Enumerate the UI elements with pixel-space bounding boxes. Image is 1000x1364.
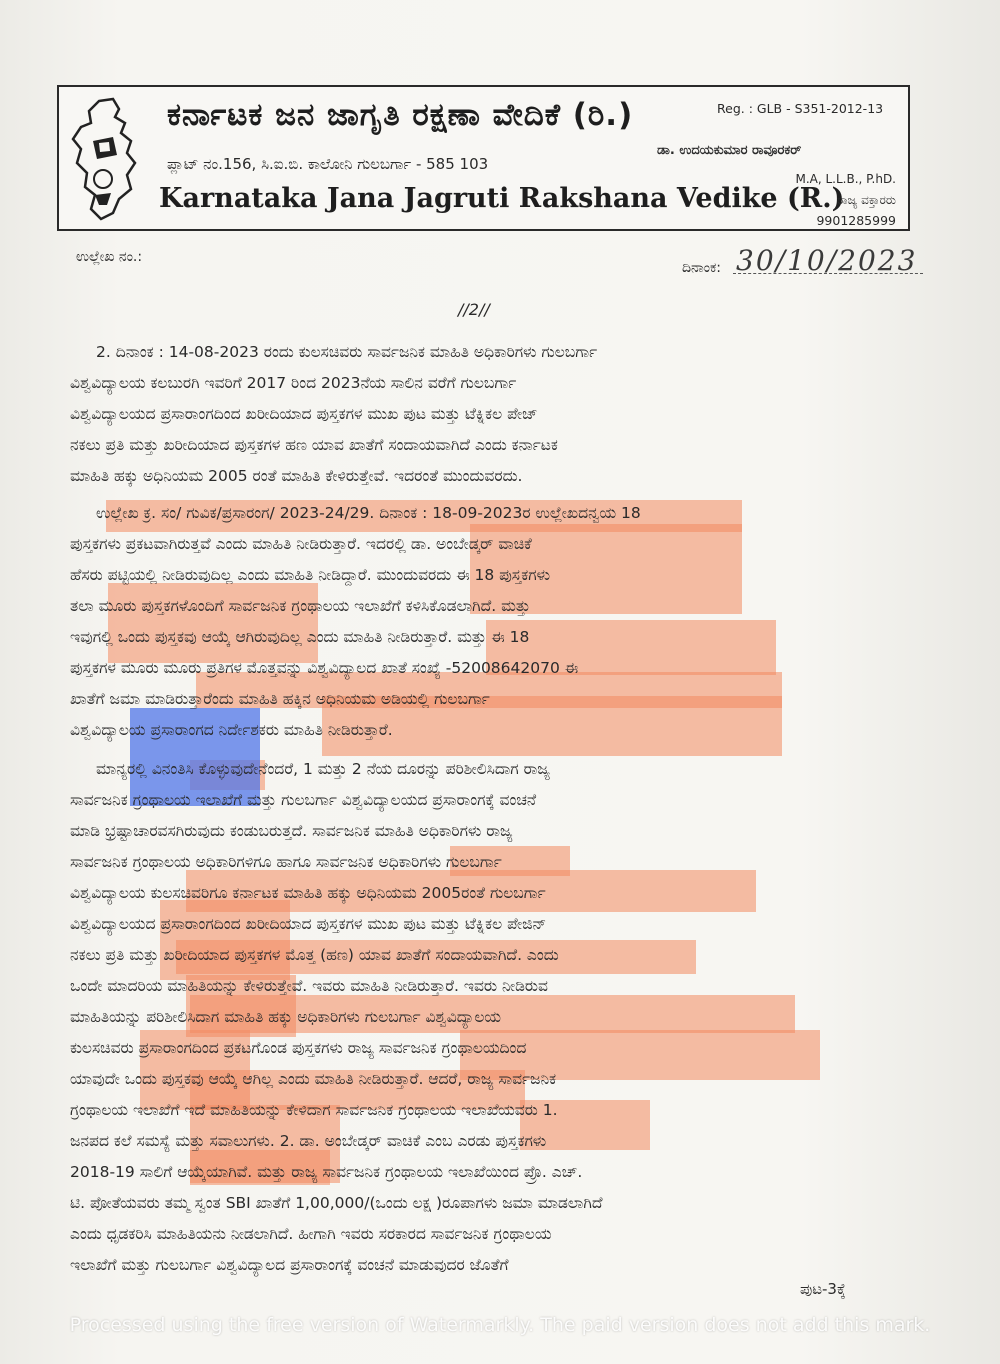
text-line: ಕುಲಸಚಿವರು ಪ್ರಸಾರಾಂಗದಿಂದ ಪ್ರಕಟಗೊಂಡ ಪುಸ್ತಕಗಳು ರಾಜ್ಯ ಸಾರ್ವಜನಿಕ ಗ್ರಂಥಾಲಯದಿಂದ: [70, 1039, 527, 1057]
spokesperson-name: ಡಾ. ಉದಯಕುಮಾರ ರಾವೂರಕರ್: [657, 143, 802, 158]
text-line: ನಕಲು ಪ್ರತಿ ಮತ್ತು ಖರೀದಿಯಾದ ಪುಸ್ತಕಗಳ ಹಣ ಯಾವ ಖಾತೆಗೆ ಸಂದಾಯವಾಗಿದೆ ಎಂದು ಕರ್ನಾಟಕ: [70, 436, 558, 454]
next-page-marker: ಪುಟ-3ಕ್ಕೆ: [800, 1280, 846, 1298]
registration-number: Reg. : GLB - S351-2012-13: [717, 101, 884, 116]
text-line: ವಿಶ್ವವಿದ್ಯಾಲಯ ಕಲಬುರಗಿ ಇವರಿಗೆ 2017 ರಿಂದ 2023ನೆಯ ಸಾಲಿನ ವರೆಗೆ ಗುಲಬರ್ಗಾ: [70, 374, 517, 392]
text-line: ಮಾಹಿತಿಯನ್ನು ಪರಿಶೀಲಿಸಿದಾಗ ಮಾಹಿತಿ ಹಕ್ಕು ಅಧಿಕಾರಿಗಳು ಗುಲಬರ್ಗಾ ವಿಶ್ವವಿದ್ಯಾಲಯ: [70, 1008, 501, 1026]
text-line: ಸಾರ್ವಜನಿಕ ಗ್ರಂಥಾಲಯ ಅಧಿಕಾರಿಗಳಿಗೂ ಹಾಗೂ ಸಾರ್ವಜನಿಕ ಅಧಿಕಾರಿಗಳು ಗುಲಬರ್ಗಾ: [70, 853, 502, 871]
spokesperson-role: ರಾಜ್ಯ ವಕ್ತಾರರು: [837, 193, 896, 207]
text-line: ಖಾತೆಗೆ ಜಮಾ ಮಾಡಿರುತ್ತಾರೆಂದು ಮಾಹಿತಿ ಹಕ್ಕಿನ ಅಧಿನಿಯಮ ಅಡಿಯಲ್ಲಿ ಗುಲಬರ್ಗಾ: [70, 690, 490, 708]
karnataka-map-logo: [69, 97, 141, 221]
text-line: ಇಲಾಖೆಗೆ ಮತ್ತು ಗುಲಬರ್ಗಾ ವಿಶ್ವವಿದ್ಯಾಲದ ಪ್ರಸಾರಾಂಗಕ್ಕೆ ವಂಚನೆ ಮಾಡುವುದರ ಜೊತೆಗೆ: [70, 1256, 509, 1274]
text-line: ಮಾನ್ಯರಲ್ಲಿ ವಿನಂತಿಸಿ ಕೊಳ್ಳುವುದೇನೆಂದರೆ, 1 ಮತ್ತು 2 ನೆಯ ದೂರನ್ನು ಪರಿಶೀಲಿಸಿದಾಗ ರಾಜ್ಯ: [96, 760, 550, 778]
text-line: ಮಾಡಿ ಭ್ರಷ್ಟಾಚಾರವಸಗಿರುವುದು ಕಂಡುಬರುತ್ತದೆ. ಸಾರ್ವಜನಿಕ ಮಾಹಿತಿ ಅಧಿಕಾರಿಗಳು ರಾಜ್ಯ: [70, 822, 513, 840]
text-line: ವಿಶ್ವವಿದ್ಯಾಲಯದ ಪ್ರಸಾರಾಂಗದಿಂದ ಖರೀದಿಯಾದ ಪುಸ್ತಕಗಳ ಮುಖ ಪುಟ ಮತ್ತು ಟೆಕ್ನಿಕಲ ಪೇಜ್: [70, 405, 538, 423]
text-line: ವಿಶ್ವವಿದ್ಯಾಲಯದ ಪ್ರಸಾರಾಂಗದಿಂದ ಖರೀದಿಯಾದ ಪುಸ್ತಕಗಳ ಮುಖ ಪುಟ ಮತ್ತು ಟೆಕ್ನಿಕಲ ಪೇಜಿನ್: [70, 915, 547, 933]
text-line: ತಲಾ ಮೂರು ಪುಸ್ತಕಗಳೊಂದಿಗೆ ಸಾರ್ವಜನಿಕ ಗ್ರಂಥಾಲಯ ಇಲಾಖೆಗೆ ಕಳಿಸಿಕೊಡಲಾಗಿದೆ. ಮತ್ತು: [70, 597, 531, 615]
text-line: 2018-19 ಸಾಲಿಗೆ ಆಯ್ಕೆಯಾಗಿವೆ. ಮತ್ತು ರಾಜ್ಯ ಸಾರ್ವಜನಿಕ ಗ್ರಂಥಾಲಯ ಇಲಾಖೆಯಿಂದ ಪ್ರೊ. ಎಚ್.: [70, 1163, 583, 1181]
organization-address: ಪ್ಲಾಟ್ ನಂ.156, ಸಿ.ಐ.ಬಿ. ಕಾಲೋನಿ ಗುಲಬರ್ಗಾ - 585 103: [167, 155, 489, 173]
reference-number-label: ಉಲ್ಲೇಖ ನಂ.:: [76, 249, 143, 265]
text-line: ವಿಶ್ವವಿದ್ಯಾಲಯ ಪ್ರಸಾರಾಂಗದ ನಿರ್ದೇಶಕರು ಮಾಹಿತಿ ನೀಡಿರುತ್ತಾರೆ.: [70, 721, 393, 739]
paragraph-2: [70, 498, 880, 746]
text-line: ವಿಶ್ವವಿದ್ಯಾಲಯ ಕುಲಸಚಿವರಿಗೂ ಕರ್ನಾಟಕ ಮಾಹಿತಿ ಹಕ್ಕು ಅಧಿನಿಯಮ 2005ರಂತೆ ಗುಲಬರ್ಗಾ: [70, 884, 546, 902]
spokesperson-degrees: M.A, L.L.B., P.hD.: [795, 172, 896, 186]
text-line: ಒಂದೇ ಮಾದರಿಯ ಮಾಹಿತಿಯನ್ನು ಕೇಳಿರುತ್ತೇವೆ. ಇವರು ಮಾಹಿತಿ ನೀಡಿರುತ್ತಾರೆ. ಇವರು ನೀಡಿರುವ: [70, 977, 548, 995]
text-line: ಇವುಗಲ್ಲಿ ಒಂದು ಪುಸ್ತಕವು ಆಯ್ಕೆ ಆಗಿರುವುದಿಲ್ಲ ಎಂದು ಮಾಹಿತಿ ನೀಡಿರುತ್ತಾರೆ. ಮತ್ತು ಈ 18: [70, 628, 530, 646]
text-line: ಪುಸ್ತಕಗಳು ಪ್ರಕಟವಾಗಿರುತ್ತವೆ ಎಂದು ಮಾಹಿತಿ ನೀಡಿರುತ್ತಾರೆ. ಇದರಲ್ಲಿ ಡಾ. ಅಂಬೇಡ್ಕರ್ ವಾಚಿಕೆ: [70, 535, 532, 553]
text-line: ಸಾರ್ವಜನಿಕ ಗ್ರಂಥಾಲಯ ಇಲಾಖೆಗೆ ಮತ್ತು ಗುಲಬರ್ಗಾ ವಿಶ್ವವಿದ್ಯಾಲಯದ ಪ್ರಸಾರಾಂಗಕ್ಕೆ ವಂಚನೆ: [70, 791, 537, 809]
watermark-text: Processed using the free version of Watermarkly. The paid version does not add this mark.: [69, 1314, 931, 1336]
organization-name-english: Karnataka Jana Jagruti Rakshana Vedike (R.): [159, 183, 845, 214]
text-line: ಯಾವುದೇ ಒಂದು ಪುಸ್ತಕವು ಆಯ್ಕೆ ಆಗಿಲ್ಲ ಎಂದು ಮಾಹಿತಿ ನೀಡಿರುತ್ತಾರೆ. ಆದರೆ, ರಾಜ್ಯ ಸಾರ್ವಜನಿಕ: [70, 1070, 557, 1088]
text-line: ಗ್ರಂಥಾಲಯ ಇಲಾಖೆಗೆ ಇದೆ ಮಾಹಿತಿಯನ್ನು ಕೇಳಿದಾಗ ಸಾರ್ವಜನಿಕ ಗ್ರಂಥಾಲಯ ಇಲಾಖೆಯವರು 1.: [70, 1101, 558, 1119]
phone-number: 9901285999: [816, 213, 896, 228]
text-line: 2. ದಿನಾಂಕ : 14-08-2023 ರಂದು ಕುಲಸಚಿವರು ಸಾರ್ವಜನಿಕ ಮಾಹಿತಿ ಅಧಿಕಾರಿಗಳು ಗುಲಬರ್ಗಾ: [96, 343, 598, 361]
date-label: ದಿನಾಂಕ:: [682, 260, 721, 276]
letterhead: [57, 85, 910, 231]
text-line: ಟಿ. ಪೋತೆಯವರು ತಮ್ಮ ಸ್ವಂತ SBI ಖಾತೆಗೆ 1,00,000/(ಒಂದು ಲಕ್ಷ )ರೂಪಾಗಳು ಜಮಾ ಮಾಡಲಾಗಿದೆ: [70, 1194, 603, 1212]
text-line: ಹೆಸರು ಪಟ್ಟಿಯಲ್ಲಿ ನೀಡಿರುವುದಿಲ್ಲ ಎಂದು ಮಾಹಿತಿ ನೀಡಿದ್ದಾರೆ. ಮುಂದುವರದು ಈ 18 ಪುಸ್ತಕಗಳು: [70, 566, 551, 584]
paragraph-3: [70, 754, 880, 1281]
text-line: ಪುಸ್ತಕಗಳ ಮೂರು ಮೂರು ಪ್ರತಿಗಳ ಮೊತ್ತವನ್ನು ವಿಶ್ವವಿದ್ಯಾಲದ ಖಾತೆ ಸಂಖ್ಯೆ -52008642070 ಈ: [70, 659, 579, 677]
text-line: ಎಂದು ಧೃಡಕರಿಸಿ ಮಾಹಿತಿಯನು ನೀಡಲಾಗಿದೆ. ಹೀಗಾಗಿ ಇವರು ಸರಕಾರದ ಸಾರ್ವಜನಿಕ ಗ್ರಂಥಾಲಯ: [70, 1225, 552, 1243]
date-underline: [733, 273, 923, 274]
text-line: ಜನಪದ ಕಲೆ ಸಮಸ್ಯೆ ಮತ್ತು ಸವಾಲುಗಳು. 2. ಡಾ. ಅಂಬೇಡ್ಕರ್ ವಾಚಿಕೆ ಎಂಬ ಎರಡು ಪುಸ್ತಕಗಳು: [70, 1132, 547, 1150]
organization-name-kannada: ಕರ್ನಾಟಕ ಜನ ಜಾಗೃತಿ ರಕ್ಷಣಾ ವೇದಿಕೆ (ರಿ.): [167, 97, 634, 133]
page-marker: //2//: [458, 300, 490, 319]
paragraph-1: [70, 337, 880, 492]
text-line: ಮಾಹಿತಿ ಹಕ್ಕು ಅಧಿನಿಯಮ 2005 ರಂತೆ ಮಾಹಿತಿ ಕೇಳಿರುತ್ತೇವೆ. ಇದರಂತೆ ಮುಂದುವರದು.: [70, 467, 523, 485]
text-line: ನಕಲು ಪ್ರತಿ ಮತ್ತು ಖರೀದಿಯಾದ ಪುಸ್ತಕಗಳ ಮೊತ್ತ (ಹಣ) ಯಾವ ಖಾತೆಗೆ ಸಂದಾಯವಾಗಿದೆ. ಎಂದು: [70, 946, 559, 964]
text-line: ಉಲ್ಲೇಖ ಕ್ರ. ಸಂ/ ಗುವಿಕ/ಪ್ರಸಾರಂಗ/ 2023-24/29. ದಿನಾಂಕ : 18-09-2023ರ ಉಲ್ಲೇಖದನ್ವಯ 18: [96, 504, 641, 522]
handwritten-date: 30/10/2023: [736, 244, 918, 277]
